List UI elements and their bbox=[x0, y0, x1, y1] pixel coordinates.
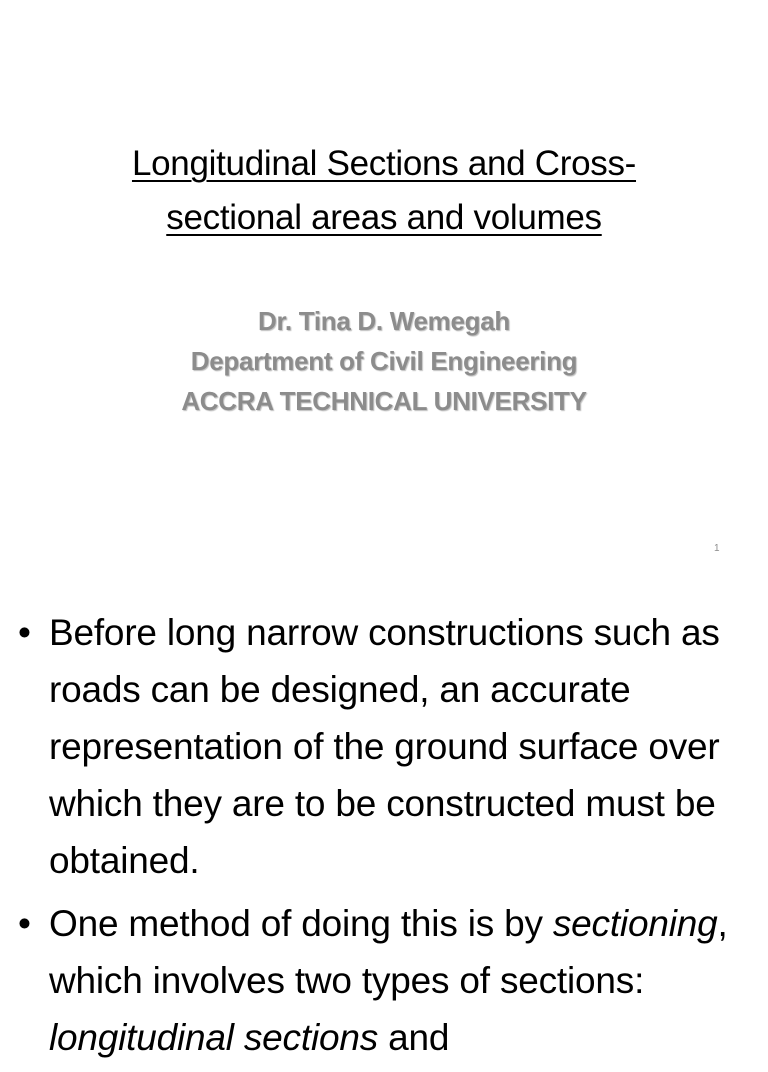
bullet-text-2c: and bbox=[378, 1017, 450, 1058]
slide-title bbox=[0, 137, 768, 245]
bullet-emphasis-sectioning: sectioning bbox=[552, 903, 718, 944]
bullet-item-2 bbox=[0, 895, 768, 1066]
title-line-1: Longitudinal Sections and Cross- bbox=[131, 144, 637, 183]
author-name: Dr. Tina D. Wemegah bbox=[258, 306, 510, 336]
bullet-item-1 bbox=[0, 604, 768, 889]
bullet-text-1: Before long narrow constructions such as roads can be designed, an accurate representation of the ground surface over which they are to be constructed must be obtained. bbox=[49, 612, 720, 881]
slide-page-number: 1 bbox=[714, 543, 720, 554]
content-slide bbox=[0, 576, 768, 1058]
title-line-2: sectional areas and volumes bbox=[166, 198, 602, 237]
institution-name: ACCRA TECHNICAL UNIVERSITY bbox=[181, 386, 587, 416]
author-block bbox=[0, 301, 768, 421]
bullet-emphasis-longitudinal: longitudinal sections bbox=[49, 1017, 379, 1058]
bullet-icon: • bbox=[18, 903, 31, 944]
bullet-icon: • bbox=[18, 612, 31, 653]
bullet-list bbox=[0, 604, 768, 1072]
bullet-text-2a: One method of doing this is by bbox=[49, 903, 553, 944]
bullet-text-2b: , which involves two types of sections: bbox=[49, 903, 728, 1001]
department-name: Department of Civil Engineering bbox=[190, 346, 578, 376]
